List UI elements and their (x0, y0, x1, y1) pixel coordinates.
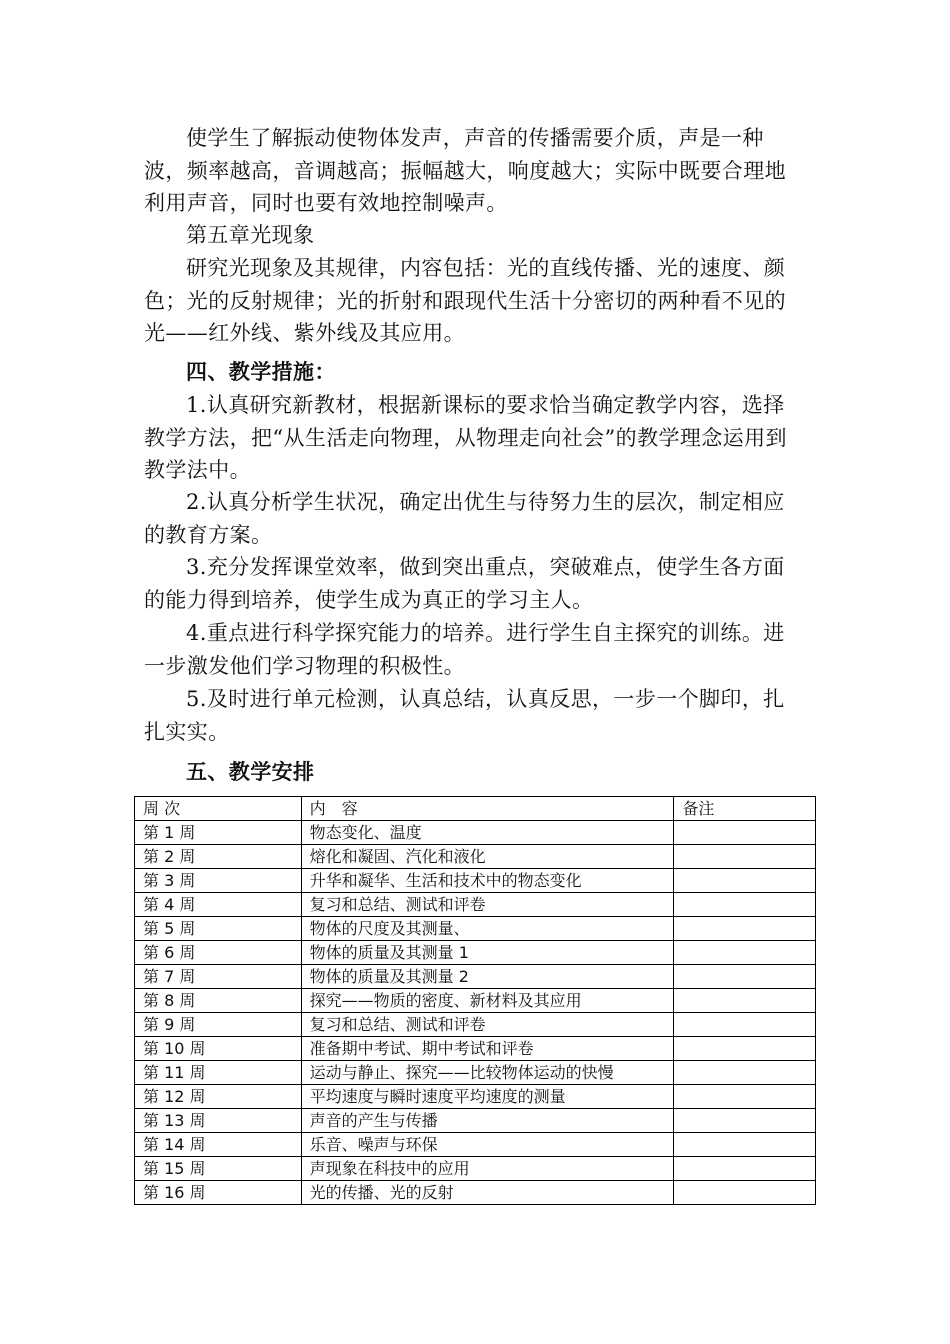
table-row (135, 893, 816, 917)
list-item-text: 4.重点进行科学探究能力的培养。进行学生自主探究的训练。进一步激发他们学习物理的积极性。 (144, 621, 785, 678)
cell-content: 乐音、噪声与环保 (301, 1133, 674, 1157)
table-row (135, 1133, 816, 1157)
table-row (135, 989, 816, 1013)
cell-remarks (674, 1085, 816, 1109)
cell-remarks (674, 1157, 816, 1181)
cell-week: 第 13 周 (135, 1109, 302, 1133)
cell-week: 第 10 周 (135, 1037, 302, 1061)
cell-week: 第 6 周 (135, 941, 302, 965)
section-title: 五、教学安排 (186, 759, 315, 784)
table-header-row (135, 797, 816, 821)
cell-content: 光的传播、光的反射 (301, 1181, 674, 1205)
table-row (135, 845, 816, 869)
header-remarks: 备注 (674, 797, 816, 821)
cell-week: 第 7 周 (135, 965, 302, 989)
measure-item-3 (144, 551, 796, 616)
table-body (135, 821, 816, 1205)
cell-content: 物体的尺度及其测量、 (301, 917, 674, 941)
table-row (135, 965, 816, 989)
cell-week: 第 3 周 (135, 869, 302, 893)
header-week: 周 次 (135, 797, 302, 821)
cell-content: 复习和总结、测试和评卷 (301, 1013, 674, 1037)
cell-content: 准备期中考试、期中考试和评卷 (301, 1037, 674, 1061)
cell-remarks (674, 965, 816, 989)
cell-week: 第 14 周 (135, 1133, 302, 1157)
measure-item-1 (144, 389, 796, 487)
cell-content: 平均速度与瞬时速度平均速度的测量 (301, 1085, 674, 1109)
cell-content: 复习和总结、测试和评卷 (301, 893, 674, 917)
table-row (135, 1061, 816, 1085)
cell-remarks (674, 821, 816, 845)
cell-week: 第 9 周 (135, 1013, 302, 1037)
cell-remarks (674, 893, 816, 917)
cell-week: 第 12 周 (135, 1085, 302, 1109)
table-row (135, 1037, 816, 1061)
cell-remarks (674, 1013, 816, 1037)
table-row (135, 1085, 816, 1109)
list-item-text: 3.充分发挥课堂效率，做到突出重点，突破难点，使学生各方面的能力得到培养，使学生成为真正的学习主人。 (144, 555, 785, 612)
measure-item-5 (144, 683, 796, 748)
paragraph-text: 使学生了解振动使物体发声，声音的传播需要介质，声是一种波，频率越高，音调越高；振幅越大，响度越大；实际中既要合理地利用声音，同时也要有效地控制噪声。 (144, 126, 786, 215)
cell-week: 第 11 周 (135, 1061, 302, 1085)
paragraph-light-summary (144, 252, 796, 350)
cell-week: 第 2 周 (135, 845, 302, 869)
paragraph-text: 研究光现象及其规律，内容包括：光的直线传播、光的速度、颜色；光的反射规律；光的折射和跟现代生活十分密切的两种看不见的光——红外线、紫外线及其应用。 (144, 256, 786, 345)
cell-remarks (674, 1133, 816, 1157)
cell-remarks (674, 917, 816, 941)
schedule-table (134, 796, 816, 1205)
cell-week: 第 15 周 (135, 1157, 302, 1181)
table-row (135, 1157, 816, 1181)
paragraph-sound-summary (144, 122, 796, 220)
list-item-text: 2.认真分析学生状况，确定出优生与待努力生的层次，制定相应的教育方案。 (144, 490, 785, 547)
cell-content: 探究——物质的密度、新材料及其应用 (301, 989, 674, 1013)
measure-item-2 (144, 486, 796, 551)
cell-week: 第 1 周 (135, 821, 302, 845)
table-row (135, 1109, 816, 1133)
list-item-text: 5.及时进行单元检测，认真总结，认真反思，一步一个脚印，扎扎实实。 (144, 687, 785, 744)
table-row (135, 1181, 816, 1205)
cell-content: 升华和凝华、生活和技术中的物态变化 (301, 869, 674, 893)
cell-week: 第 5 周 (135, 917, 302, 941)
section-heading-schedule (144, 756, 796, 789)
list-item-text: 1.认真研究新教材，根据新课标的要求恰当确定教学内容，选择教学方法，把“从生活走向物理，从物理走向社会”的教学理念运用到教学法中。 (144, 393, 787, 482)
table-row (135, 917, 816, 941)
cell-content: 熔化和凝固、汽化和液化 (301, 845, 674, 869)
chapter-title: 第五章光现象 (186, 223, 315, 247)
cell-content: 声现象在科技中的应用 (301, 1157, 674, 1181)
cell-remarks (674, 941, 816, 965)
section-heading-measures (144, 356, 796, 389)
cell-week: 第 8 周 (135, 989, 302, 1013)
measure-item-4 (144, 617, 796, 682)
cell-content: 运动与静止、探究——比较物体运动的快慢 (301, 1061, 674, 1085)
table-row (135, 1013, 816, 1037)
cell-remarks (674, 1181, 816, 1205)
cell-content: 物体的质量及其测量 2 (301, 965, 674, 989)
cell-content: 声音的产生与传播 (301, 1109, 674, 1133)
cell-remarks (674, 845, 816, 869)
cell-week: 第 16 周 (135, 1181, 302, 1205)
cell-remarks (674, 869, 816, 893)
cell-remarks (674, 1109, 816, 1133)
table-row (135, 941, 816, 965)
cell-remarks (674, 1061, 816, 1085)
cell-week: 第 4 周 (135, 893, 302, 917)
chapter-heading (144, 219, 796, 252)
section-title: 四、教学措施： (186, 359, 336, 384)
table-row (135, 821, 816, 845)
cell-content: 物态变化、温度 (301, 821, 674, 845)
cell-content: 物体的质量及其测量 1 (301, 941, 674, 965)
table-row (135, 869, 816, 893)
header-content: 内 容 (301, 797, 674, 821)
cell-remarks (674, 1037, 816, 1061)
cell-remarks (674, 989, 816, 1013)
